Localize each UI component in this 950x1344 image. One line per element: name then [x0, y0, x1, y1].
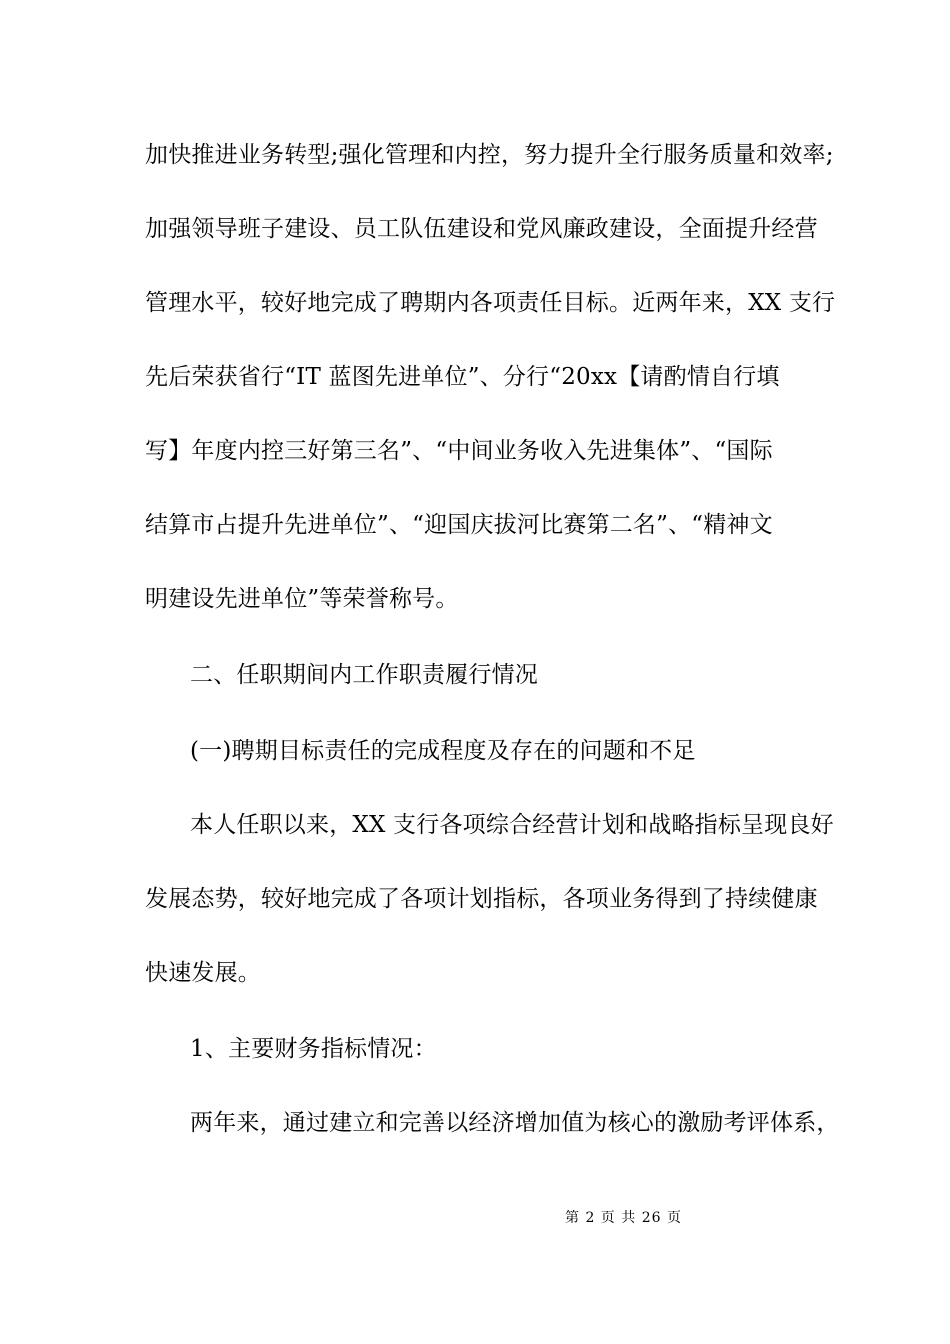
subsection-heading: (一)聘期目标责任的完成程度及存在的问题和不足 [190, 738, 696, 764]
section-heading: 二、任职期间内工作职责履行情况 [190, 662, 538, 688]
paragraph-line: 先后荣获省行“IT 蓝图先进单位”、分行“20xx【请酌情自行填 [145, 364, 780, 390]
paragraph-line: 加强领导班子建设、员工队伍建设和党风廉政建设，全面提升经营 [145, 216, 818, 242]
paragraph-line: 两年来，通过建立和完善以经济增加值为核心的激励考评体系， [190, 1110, 840, 1136]
paragraph-line: 管理水平，较好地完成了聘期内各项责任目标。近两年来，XX 支行 [145, 290, 836, 316]
page-number: 第 2 页 共 26 页 [565, 1210, 682, 1226]
paragraph-line: 明建设先进单位”等荣誉称号。 [145, 586, 459, 612]
paragraph-line: 发展态势，较好地完成了各项计划指标，各项业务得到了持续健康 [145, 886, 818, 912]
item-heading: 1、主要财务指标情况： [190, 1036, 437, 1062]
paragraph-line: 快速发展。 [145, 960, 261, 986]
paragraph-line: 加快推进业务转型;强化管理和内控，努力提升全行服务质量和效率; [145, 142, 834, 168]
paragraph-line: 结算市占提升先进单位”、“迎国庆拔河比赛第二名”、“精神文 [145, 512, 773, 538]
paragraph-line: 本人任职以来，XX 支行各项综合经营计划和战略指标呈现良好 [190, 812, 834, 838]
paragraph-line: 写】年度内控三好第三名”、“中间业务收入先进集体”、“国际 [145, 438, 773, 464]
